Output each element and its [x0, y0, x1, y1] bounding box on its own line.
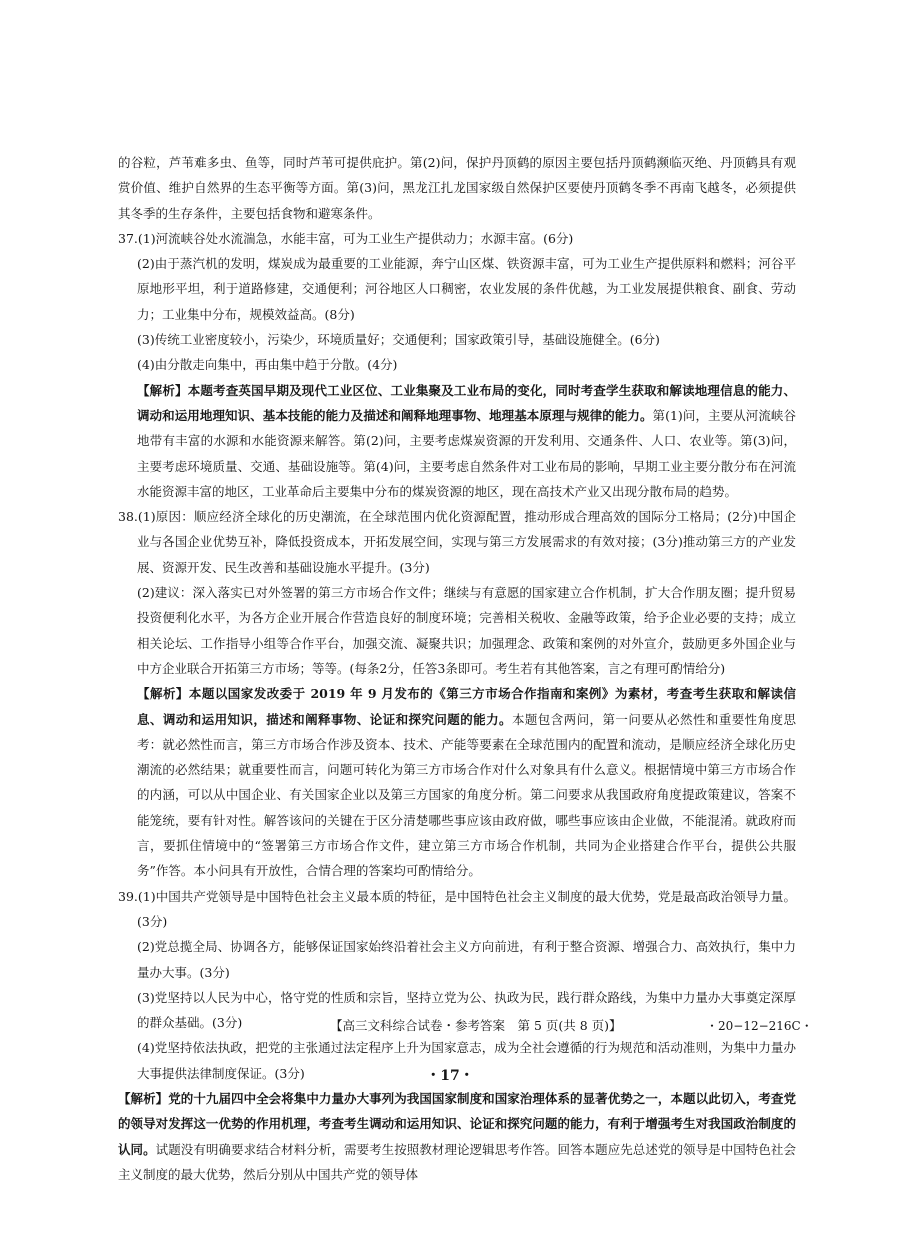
- q39-part-2: (2)党总揽全局、协调各方，能够保证国家始终沿着社会主义方向前进，有利于整合资源、增强合力、高效执行，集中力量办大事。(3分): [137, 939, 796, 980]
- footer-title: 【高三文科综合试卷・参考答案 第 5 页(共 8 页)】: [330, 1018, 622, 1033]
- page-number: ・17・: [426, 1068, 474, 1084]
- q37-analysis-heading: 【解析】本题考查英国早期及现代工业区位、工业集聚及工业布局的变化，同时考查学生获取和解读地理信息的能力、调动和运用地理知识、基本技能的能力及描述和阐释地理事物、地理基本原理与规律的能力。: [137, 382, 796, 423]
- footer-code: ・20−12−216C・: [706, 1019, 813, 1033]
- q39-analysis-body: 试题没有明确要求结合材料分析，需要考生按照教材理论逻辑思考作答。回答本题应先总述党的领导是中国特色社会主义制度的最大优势，然后分别从中国共产党的领导体: [118, 1141, 796, 1182]
- q37-part-3: (3)传统工业密度较小，污染少，环境质量好；交通便利；国家政策引导，基础设施健全。(6分): [137, 332, 660, 348]
- q39-analysis-heading: 【解析】党的十九届四中全会将集中力量办大事列为我国国家制度和国家治理体系的显著优势之一，本题以此切入，考查党的领导对发挥这一优势的作用机理，考查考生调动和运用知识、论证和探究问题的能力，有利于增强考生对我国政治制度的认同。: [118, 1090, 796, 1157]
- q38-analysis-body: 本题包含两问，第一问要从必然性和重要性角度思考：就必然性而言，第三方市场合作涉及资本、技术、产能等要素在全球范围内的配置和流动，是顺应经济全球化历史潮流的必然结果；就重要性而言，问题可转化为第三方市场合作对什么对象具有什么意义。根据情境中第三方市场合作的内涵，可以从中国企业、有关国家企业以及第三方国家的角度分析。第二问要求从我国政府角度提政策建议，答案不能笼统，要有针对性。解答该问的关键在于区分清楚哪些事应该由政府做，哪些事应该由企业做，不能混淆。就政府而言，要抓住情境中的“签署第三方市场合作文件，建立第三方市场合作机制，共同为企业搭建合作平台，提供公共服务”作答。本小问具有开放性，合情合理的答案均可酌情给分。: [137, 711, 796, 879]
- q38-part-1: 38.(1)原因：顺应经济全球化的历史潮流，在全球范围内优化资源配置，推动形成合理高效的国际分工格局；(2分)中国企业与各国企业优势互补，降低投资成本，开拓发展空间，实现与第三方发展需求的有效对接；(3分)推动第三方的产业发展、资源开发、民生改善和基础设施水平提升。(3分): [118, 509, 796, 575]
- q39-part-4: (4)党坚持依法执政，把党的主张通过法定程序上升为国家意志，成为全社会遵循的行为规范和活动准则，为集中力量办大事提供法律制度保证。(3分): [137, 1040, 796, 1081]
- q38-analysis: [118, 681, 796, 883]
- question-38: [118, 504, 796, 883]
- q39-analysis: [118, 1086, 796, 1187]
- q37-analysis-body: 第(1)问，主要从河流峡谷地带有丰富的水源和水能资源来解答。第(2)问，主要考虑煤炭资源的开发利用、交通条件、人口、农业等。第(3)问，主要考虑环境质量、交通、基础设施等。第(4)问，主要考虑自然条件对工业布局的影响，早期工业主要分散分布在河流水能资源丰富的地区，工业革命后主要集中分布的煤炭资源的地区，现在高技术产业又出现分散布局的趋势。: [137, 407, 796, 499]
- q37-part-1: 37.(1)河流峡谷处水流湍急，水能丰富，可为工业生产提供动力；水源丰富。(6分): [118, 230, 574, 246]
- q38-analysis-heading: 【解析】本题以国家发改委于 2019 年 9 月发布的《第三方市场合作指南和案例》为素材，考查考生获取和解读信息、调动和运用知识，描述和阐释事物、论证和探究问题的能力。: [137, 686, 796, 727]
- page-footer: [0, 1016, 900, 1036]
- q37-analysis: [118, 378, 796, 504]
- q37-part-2: (2)由于蒸汽机的发明，煤炭成为最重要的工业能源，奔宁山区煤、铁资源丰富，可为工业生产提供原料和燃料；河谷平原地形平坦，利于道路修建，交通便利；河谷地区人口稠密，农业发展的条件优越，为工业发展提供粮食、副食、劳动力；工业集中分布，规模效益高。(8分): [137, 256, 796, 322]
- question-37: [118, 226, 796, 504]
- q38-part-2: (2)建议：深入落实已对外签署的第三方市场合作文件；继续与有意愿的国家建立合作机制，扩大合作朋友圈；提升贸易投资便利化水平，为各方企业开展合作营造良好的制度环境；完善相关税收、金融等政策，给予企业必要的支持；成立相关论坛、工作指导小组等合作平台，加强交流、凝聚共识；加强理念、政策和案例的对外宣介，鼓励更多外国企业与中方企业联合开拓第三方市场；等等。(每条2分，任答3条即可。考生若有其他答案，言之有理可酌情给分): [137, 585, 796, 676]
- q39-part-3: (3)党坚持以人民为中心，恪守党的性质和宗旨，坚持立党为公、执政为民，践行群众路线，为集中力量办大事奠定深厚的群众基础。(3分): [137, 989, 796, 1031]
- q39-part-1: 39.(1)中国共产党领导是中国特色社会主义最本质的特征，是中国特色社会主义制度的最大优势，党是最高政治领导力量。(3分): [118, 888, 796, 929]
- q36-continuation: 的谷粒，芦苇难多虫、鱼等，同时芦苇可提供庇护。第(2)问，保护丹顶鹤的原因主要包括丹顶鹤濒临灭绝、丹顶鹤具有观赏价值、维护自然界的生态平衡等方面。第(3)问，黑龙江扎龙国家级自然保护区要使丹顶鹤冬季不再南飞越冬，必须提供其冬季的生存条件，主要包括食物和避寒条件。: [118, 155, 796, 221]
- q37-part-4: (4)由分散走向集中，再由集中趋于分散。(4分): [137, 357, 398, 373]
